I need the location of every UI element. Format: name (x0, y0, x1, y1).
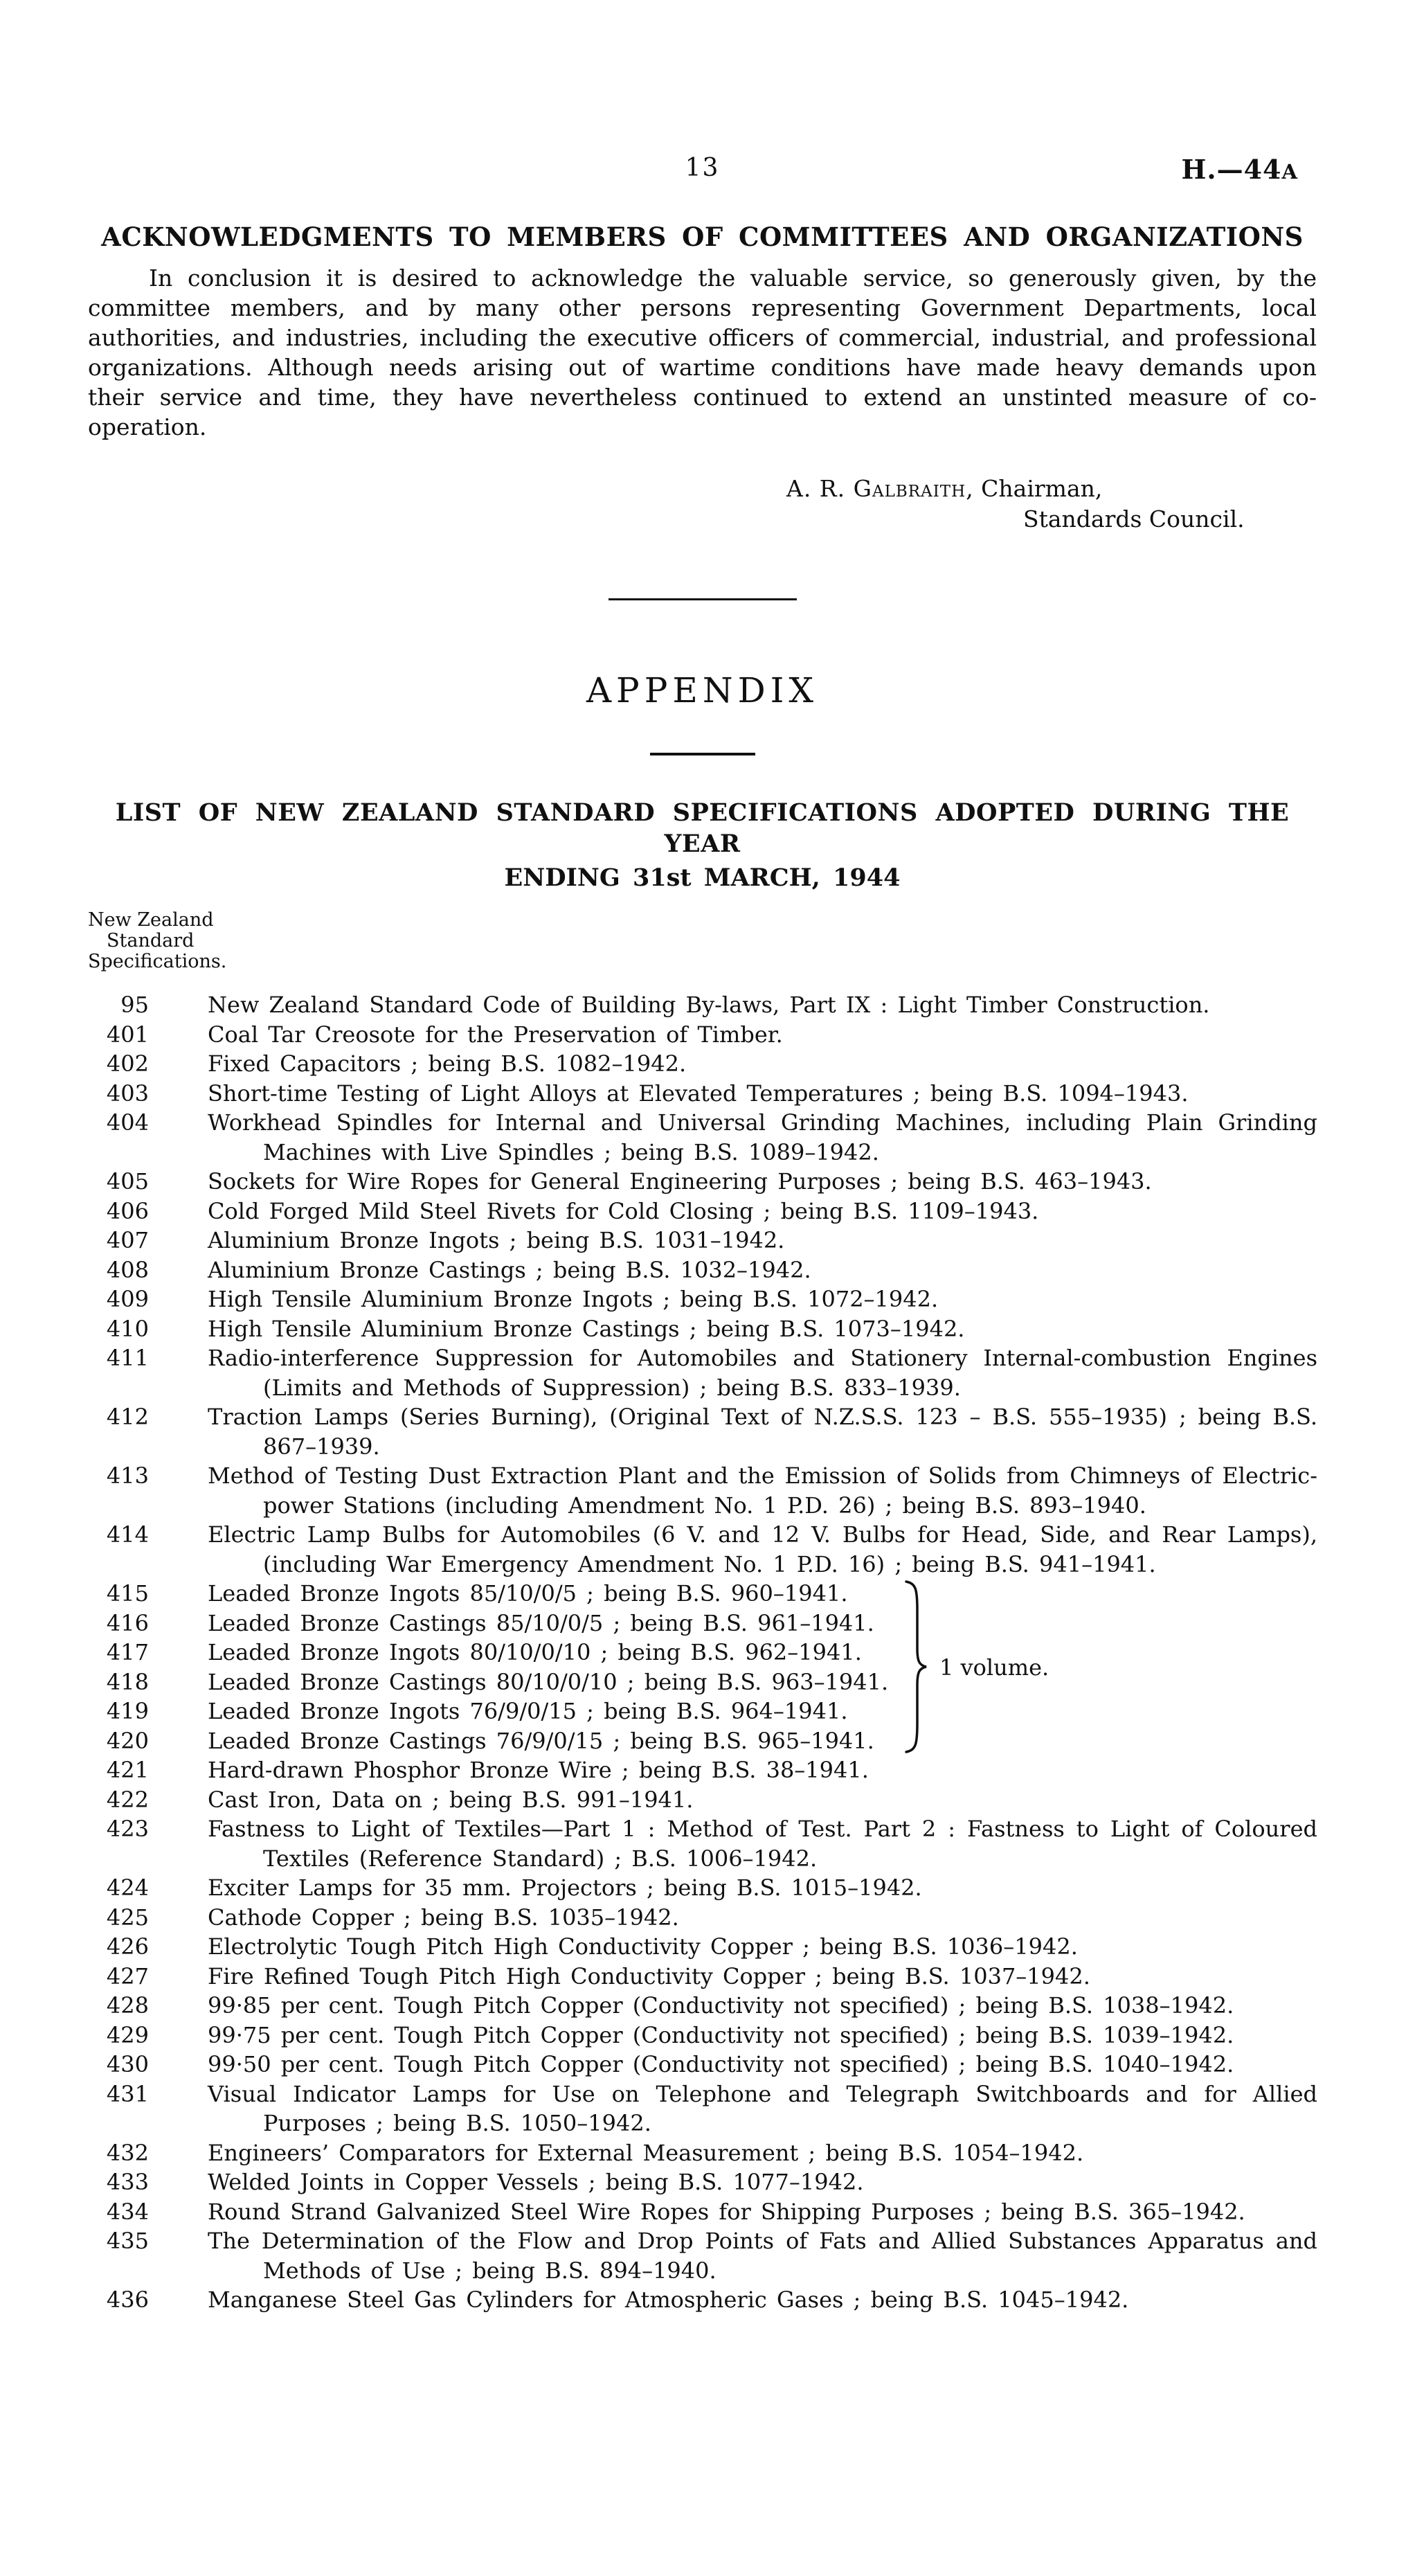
appendix-title: APPENDIX (586, 670, 819, 710)
spec-text: Sockets for Wire Ropes for General Engineering Purposes ; being B.S. 463–1943. (208, 1168, 1152, 1195)
spec-text: Leaded Bronze Castings 85/10/0/5 ; being B.S. 961–1941. (208, 1609, 874, 1636)
spec-number: 403 (106, 1080, 149, 1107)
spec-text: Fastness to Light of Textiles—Part 1 : Method of Test. Part 2 : Fastness to Light of Coloured Textiles (Reference Standard) ; B.S. 1006–1942. (208, 1816, 1317, 1872)
spec-text: Fire Refined Tough Pitch High Conductivity Copper ; being B.S. 1037–1942. (208, 1962, 1090, 1989)
one-volume-group (83, 1579, 1317, 1755)
spec-row (83, 2285, 1317, 2315)
acknowledgments-title: ACKNOWLEDGMENTS TO MEMBERS OF COMMITTEES AND ORGANIZATIONS (101, 222, 1304, 252)
spec-row (83, 2226, 1317, 2285)
spec-text: Round Strand Galvanized Steel Wire Ropes for Shipping Purposes ; being B.S. 365–1942. (208, 2198, 1245, 2225)
doc-reference-suffix: A (1281, 160, 1298, 184)
spec-number: 413 (106, 1463, 149, 1489)
spec-text: Engineers’ Comparators for External Measurement ; being B.S. 1054–1942. (208, 2139, 1084, 2166)
spec-text: Electric Lamp Bulbs for Automobiles (6 V. and 12 V. Bulbs for Head, Side, and Rear Lamps), (including War Emergency Amendment No. 1 P.D. 16) ; being B.S. 941–1941. (208, 1521, 1317, 1577)
doc-reference-main: H.—44 (1181, 154, 1282, 185)
spec-text: Leaded Bronze Castings 76/9/0/15 ; being B.S. 965–1941. (208, 1727, 874, 1754)
list-title-line1: LIST OF NEW ZEALAND STANDARD SPECIFICATIONS ADOPTED DURING THE YEAR (115, 798, 1290, 858)
spec-row (83, 2021, 1317, 2050)
spec-row (83, 1167, 1317, 1197)
side-label-line2: Standard (107, 930, 195, 951)
side-label-line3: Specifications. (88, 951, 227, 972)
spec-row (83, 1814, 1317, 1873)
spec-row (83, 1579, 1317, 1609)
spec-row (83, 2050, 1317, 2079)
spec-row (83, 1697, 1317, 1726)
spec-number: 432 (106, 2139, 149, 2166)
spec-row (83, 1726, 1317, 1756)
list-side-label (88, 910, 1317, 972)
spec-number: 435 (106, 2228, 149, 2254)
signature-role: Chairman, (973, 475, 1103, 502)
spec-text: Fixed Capacitors ; being B.S. 1082–1942. (208, 1050, 687, 1077)
spec-row (83, 1609, 1317, 1638)
spec-text: Visual Indicator Lamps for Use on Telephone and Telegraph Switchboards and for Allied Purposes ; being B.S. 1050–1942. (208, 2080, 1317, 2136)
spec-number: 430 (106, 2051, 149, 2077)
spec-text: Leaded Bronze Castings 80/10/0/10 ; being B.S. 963–1941. (208, 1668, 889, 1695)
spec-number: 436 (106, 2287, 149, 2313)
spec-text: Electrolytic Tough Pitch High Conductivity Copper ; being B.S. 1036–1942. (208, 1933, 1078, 1960)
spec-text: Leaded Bronze Ingots 85/10/0/5 ; being B.S. 960–1941. (208, 1580, 848, 1607)
spec-row (83, 1343, 1317, 1402)
spec-text: Hard-drawn Phosphor Bronze Wire ; being B.S. 38–1941. (208, 1757, 869, 1783)
spec-list (83, 990, 1317, 2315)
spec-row (83, 1873, 1317, 1903)
spec-text: Cathode Copper ; being B.S. 1035–1942. (208, 1904, 679, 1931)
spec-number: 420 (106, 1727, 149, 1754)
spec-number: 415 (106, 1580, 149, 1607)
spec-number: 416 (106, 1609, 149, 1636)
spec-text: Welded Joints in Copper Vessels ; being B.S. 1077–1942. (208, 2169, 864, 2195)
group-brace-icon (903, 1580, 928, 1754)
spec-text: Method of Testing Dust Extraction Plant and the Emission of Solids from Chimneys of Electric-power Stations (including Amendment No. 1 P.D. 26) ; being B.S. 893–1940. (208, 1463, 1317, 1519)
spec-text: 99·50 per cent. Tough Pitch Copper (Conductivity not specified) ; being B.S. 1040–1942. (208, 2051, 1234, 2077)
spec-number: 423 (106, 1816, 149, 1842)
spec-text: Aluminium Bronze Castings ; being B.S. 1032–1942. (208, 1256, 811, 1283)
spec-row (83, 990, 1317, 1020)
spec-row (83, 1962, 1317, 1992)
spec-text: High Tensile Aluminium Bronze Castings ; being B.S. 1073–1942. (208, 1315, 965, 1342)
spec-number: 425 (106, 1904, 149, 1931)
spec-text: Aluminium Bronze Ingots ; being B.S. 1031–1942. (208, 1227, 785, 1253)
list-title-line2: ENDING 31st MARCH, 1944 (504, 864, 901, 892)
spec-text: High Tensile Aluminium Bronze Ingots ; being B.S. 1072–1942. (208, 1286, 939, 1312)
spec-row (83, 1285, 1317, 1314)
spec-row (83, 1108, 1317, 1167)
spec-number: 429 (106, 2021, 149, 2048)
spec-number: 426 (106, 1933, 149, 1960)
spec-text: Coal Tar Creosote for the Preservation of Timber. (208, 1021, 783, 1048)
spec-row (83, 1755, 1317, 1785)
spec-text: 99·75 per cent. Tough Pitch Copper (Conductivity not specified) ; being B.S. 1039–1942. (208, 2021, 1234, 2048)
spec-number: 431 (106, 2080, 149, 2107)
spec-row (83, 2167, 1317, 2197)
spec-row (83, 1903, 1317, 1933)
spec-row (83, 1785, 1317, 1815)
spec-number: 417 (106, 1639, 149, 1665)
spec-text: Workhead Spindles for Internal and Universal Grinding Machines, including Plain Grinding Machines with Live Spindles ; being B.S. 1089–1942. (208, 1109, 1317, 1165)
spec-text: Exciter Lamps for 35 mm. Projectors ; being B.S. 1015–1942. (208, 1875, 922, 1901)
one-volume-note: 1 volume. (939, 1654, 1049, 1681)
spec-number: 405 (106, 1168, 149, 1195)
spec-row (83, 1667, 1317, 1697)
spec-number: 414 (106, 1521, 149, 1548)
spec-text: New Zealand Standard Code of Building By-laws, Part IX : Light Timber Construction. (208, 992, 1210, 1018)
spec-number: 95 (120, 992, 149, 1018)
spec-row (83, 1226, 1317, 1255)
list-title (88, 797, 1317, 893)
acknowledgments-paragraph: In conclusion it is desired to acknowledge the valuable service, so generously given, by the committee members, and by many other persons representing Government Departments, local authorities, and industries, including the executive officers of commercial, industrial, and professional organizations. Although needs arising out of wartime conditions have made heavy demands upon their service and time, they have nevertheless continued to extend an unstinted measure of co-operation. (88, 265, 1317, 440)
spec-text: Manganese Steel Gas Cylinders for Atmospheric Gases ; being B.S. 1045–1942. (208, 2287, 1129, 2313)
spec-number: 407 (106, 1227, 149, 1253)
spec-row (83, 1020, 1317, 1050)
spec-text: Cold Forged Mild Steel Rivets for Cold Closing ; being B.S. 1109–1943. (208, 1197, 1039, 1224)
section-divider (609, 598, 797, 600)
spec-number: 422 (106, 1786, 149, 1813)
spec-row (83, 1314, 1317, 1344)
spec-text: Radio-interference Suppression for Automobiles and Stationery Internal-combustion Engines (Limits and Methods of Suppression) ; being B.S. 833–1939. (208, 1345, 1317, 1401)
spec-number: 410 (106, 1315, 149, 1342)
appendix-divider (650, 753, 755, 755)
doc-reference (1181, 154, 1298, 185)
spec-row (83, 2197, 1317, 2227)
signature-org: Standards Council. (1023, 506, 1245, 533)
spec-text: Cast Iron, Data on ; being B.S. 991–1941. (208, 1786, 694, 1813)
spec-row (83, 2079, 1317, 2138)
page-header (88, 154, 1317, 186)
spec-number: 427 (106, 1962, 149, 1989)
spec-number: 419 (106, 1698, 149, 1724)
spec-row (83, 1932, 1317, 1962)
spec-row (83, 1255, 1317, 1285)
spec-row (83, 1991, 1317, 2021)
spec-row (83, 1197, 1317, 1226)
spec-number: 428 (106, 1992, 149, 2019)
spec-number: 424 (106, 1875, 149, 1901)
spec-number: 418 (106, 1668, 149, 1695)
spec-row (83, 1079, 1317, 1109)
spec-number: 402 (106, 1050, 149, 1077)
spec-number: 406 (106, 1197, 149, 1224)
spec-number: 409 (106, 1286, 149, 1312)
spec-number: 411 (106, 1345, 149, 1371)
spec-number: 434 (106, 2198, 149, 2225)
spec-text: 99·85 per cent. Tough Pitch Copper (Conductivity not specified) ; being B.S. 1038–1942. (208, 1992, 1234, 2019)
spec-text: Short-time Testing of Light Alloys at Elevated Temperatures ; being B.S. 1094–1943. (208, 1080, 1189, 1107)
spec-row (83, 1520, 1317, 1579)
side-label-line1: New Zealand (88, 909, 214, 931)
spec-row (83, 1638, 1317, 1667)
spec-number: 401 (106, 1021, 149, 1048)
spec-row (83, 1402, 1317, 1461)
spec-row (83, 1461, 1317, 1520)
spec-text: Leaded Bronze Ingots 76/9/0/15 ; being B.S. 964–1941. (208, 1698, 848, 1724)
spec-number: 412 (106, 1404, 149, 1430)
signature-line (786, 474, 1317, 504)
page-number: 13 (685, 154, 720, 182)
spec-text: Leaded Bronze Ingots 80/10/0/10 ; being B.S. 962–1941. (208, 1639, 862, 1665)
spec-row (83, 1049, 1317, 1079)
spec-text: The Determination of the Flow and Drop Points of Fats and Allied Substances Apparatus and Methods of Use ; being B.S. 894–1940. (208, 2228, 1317, 2284)
spec-number: 408 (106, 1256, 149, 1283)
spec-text: Traction Lamps (Series Burning), (Original Text of N.Z.S.S. 123 – B.S. 555–1935) ; being B.S. 867–1939. (208, 1404, 1317, 1460)
spec-row (83, 2138, 1317, 2168)
signature-name: A. R. Galbraith, (786, 475, 974, 502)
spec-number: 433 (106, 2169, 149, 2195)
spec-number: 404 (106, 1109, 149, 1136)
spec-number: 421 (106, 1757, 149, 1783)
signature-block (88, 474, 1317, 535)
